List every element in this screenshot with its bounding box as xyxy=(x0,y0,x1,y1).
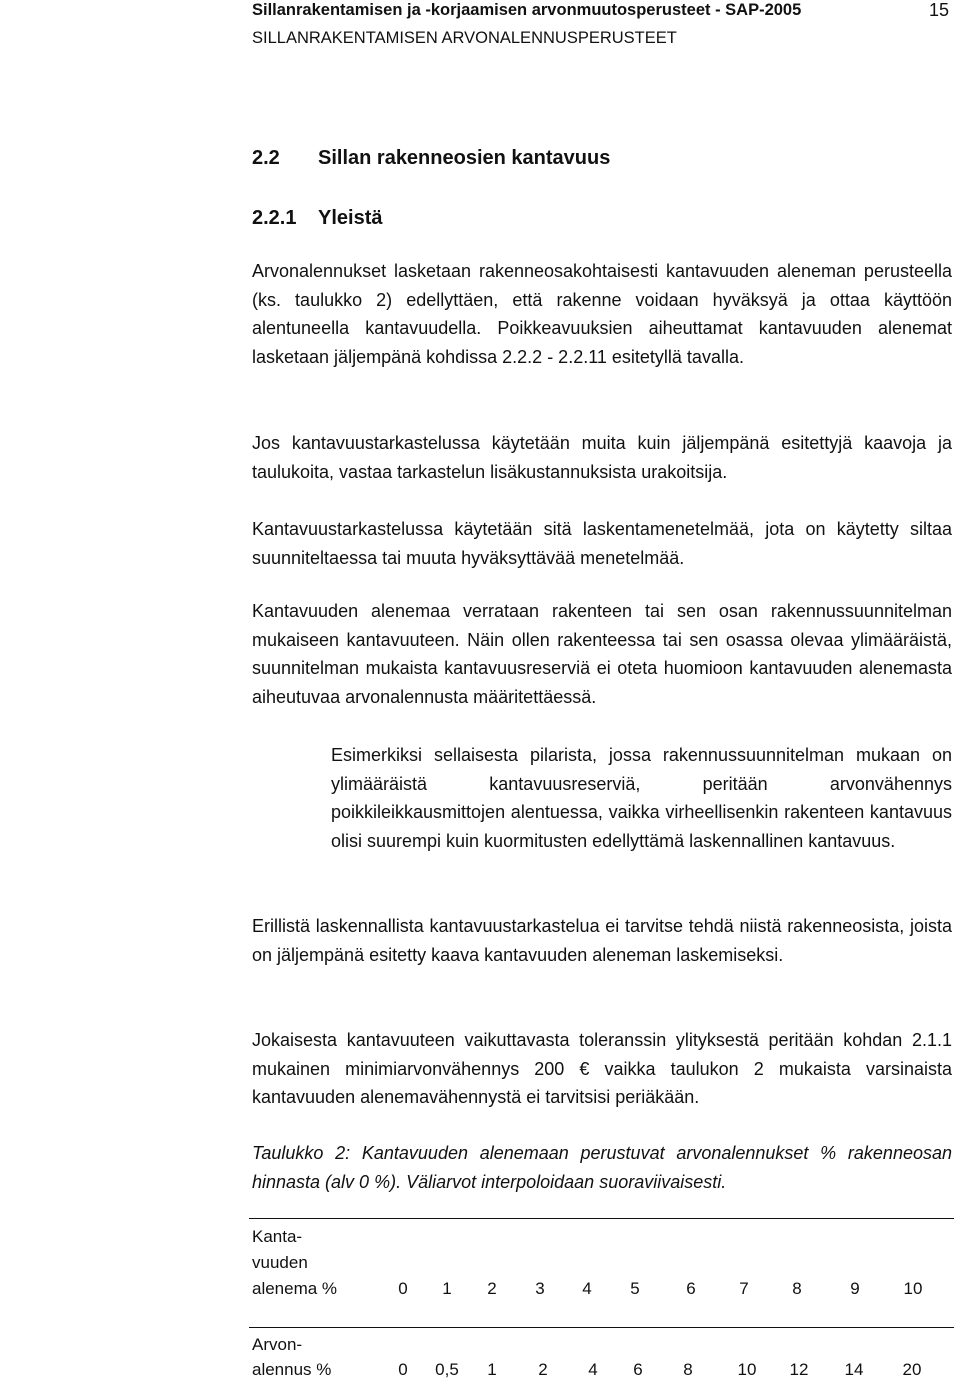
row1-value: 9 xyxy=(850,1279,860,1298)
paragraph-7-text-after: vaikka taulukon 2 mukaista varsinaista kantavuuden alenemavähennystä ei tarvitsisi periäkään. xyxy=(252,1058,952,1108)
paragraph-6: Erillistä laskennallista kantavuustarkastelua ei tarvitse tehdä niistä rakenneosista, joista on jäljempänä esitetty kaava kantavuuden aleneman laskemiseksi. xyxy=(252,916,952,965)
row2-label-line-2: alennus % xyxy=(252,1360,332,1379)
row1-value: 8 xyxy=(792,1279,802,1298)
row2-value: 1 xyxy=(487,1360,497,1379)
document-header-subtitle: SILLANRAKENTAMISEN ARVONALENNUSPERUSTEET xyxy=(252,29,677,47)
example-paragraph: Esimerkiksi sellaisesta pilarista, jossa rakennussuunnitelman mukaan on ylimääräistä kantavuusreserviä, peritään arvonvähennys poikkileikkausmittojen alentuessa, vaikka virheellisenkin rakenteen kantavuus olisi suurempi kuin kuormitusten edellyttämä laskennallinen kantavuus. xyxy=(331,745,952,851)
euro-symbol: € xyxy=(579,1058,590,1079)
subsection-number: 2.2.1 xyxy=(252,207,297,229)
row2-value: 14 xyxy=(844,1360,864,1379)
row2-value: 0 xyxy=(398,1360,408,1379)
section-number: 2.2 xyxy=(252,147,280,169)
section-heading xyxy=(252,145,610,171)
row2-value: 2 xyxy=(538,1360,548,1379)
row1-label-line-3: alenema % xyxy=(252,1279,338,1298)
paragraph-7 xyxy=(252,1026,952,1112)
row1-label-line-1: Kanta- xyxy=(252,1227,303,1246)
row1-value: 3 xyxy=(535,1279,545,1298)
row2-value: 6 xyxy=(633,1360,643,1379)
row2-value: 4 xyxy=(588,1360,598,1379)
section-title: Sillan rakenneosien kantavuus xyxy=(318,147,611,169)
row1-label-line-2: vuuden xyxy=(252,1253,308,1272)
table-top-rule xyxy=(249,1218,954,1219)
row2-value: 0,5 xyxy=(435,1360,459,1379)
subsection-heading xyxy=(252,205,382,231)
row1-value: 0 xyxy=(398,1279,408,1298)
paragraph-3: Kantavuustarkastelussa käytetään sitä laskentamenetelmää, jota on käytetty siltaa suunniteltaessa tai muuta hyväksyttävää menetelmää. xyxy=(252,519,952,568)
row1-value: 10 xyxy=(903,1279,923,1298)
row2-value: 10 xyxy=(737,1360,757,1379)
row1-value: 7 xyxy=(739,1279,749,1298)
row2-value: 20 xyxy=(902,1360,922,1379)
paragraph-2: Jos kantavuustarkastelussa käytetään muita kuin jäljempänä esitettyjä kaavoja ja taulukoita, vastaa tarkastelun lisäkustannuksista urakoitsija. xyxy=(252,433,952,482)
paragraph-1: Arvonalennukset lasketaan rakenneosakohtaisesti kantavuuden aleneman perusteella (ks. taulukko 2) edellyttäen, että rakenne voidaan hyväksyä ja ottaa käyttöön alentuneella kantavuudella. Poikkeavuuksien aiheuttamat kantavuuden alenemat lasketaan jäljempänä kohdissa 2.2.2 - 2.2.11 esitetyllä tavalla. xyxy=(252,261,952,367)
row1-value: 5 xyxy=(630,1279,640,1298)
row2-value: 8 xyxy=(683,1360,693,1379)
page-number: 15 xyxy=(929,0,950,20)
table-caption: Taulukko 2: Kantavuuden alenemaan perustuvat arvonalennukset % rakenneosan hinnasta (alv 0 %). Väliarvot interpoloidaan suoraviivaisesti. xyxy=(252,1143,952,1192)
table-middle-rule xyxy=(249,1327,954,1328)
row1-value: 2 xyxy=(487,1279,497,1298)
paragraph-7-text-before: Jokaisesta kantavuuteen vaikuttavasta toleranssin ylityksestä peritään kohdan 2.1.1 mukainen minimiarvonvähennys 200 xyxy=(252,1030,952,1079)
row1-value: 6 xyxy=(686,1279,696,1298)
document-header-title: Sillanrakentamisen ja -korjaamisen arvonmuutosperusteet - SAP-2005 xyxy=(252,1,802,19)
row2-label-line-1: Arvon- xyxy=(252,1335,303,1354)
row2-value: 12 xyxy=(789,1360,809,1379)
row1-value: 1 xyxy=(442,1279,452,1298)
row1-value: 4 xyxy=(582,1279,592,1298)
paragraph-4: Kantavuuden alenemaa verrataan rakenteen tai sen osan rakennussuunnitelman mukaiseen kantavuuteen. Näin ollen rakenteessa tai sen osassa olevaa ylimääräistä, suunnitelman mukaista kantavuusreserviä ei oteta huomioon kantavuuden alenemasta aiheutuvaa arvonalennusta määritettäessä. xyxy=(252,601,952,707)
subsection-title: Yleistä xyxy=(318,207,383,229)
